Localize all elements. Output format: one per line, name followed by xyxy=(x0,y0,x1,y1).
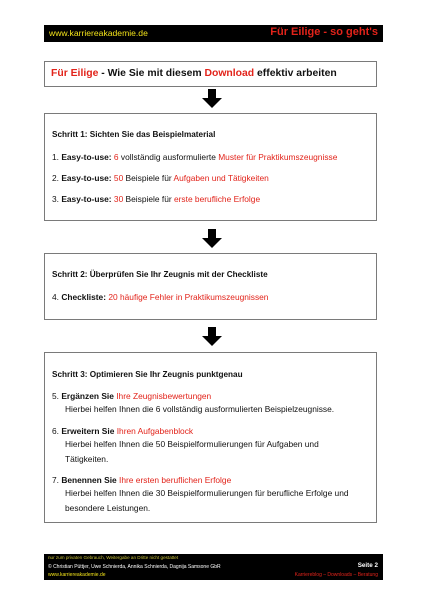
list-item-description: Hierbei helfen Ihnen die 50 Beispielformulierungen für Aufgaben und Tätigkeiten. xyxy=(65,439,319,464)
intro-title-end: effektiv arbeiten xyxy=(254,68,337,79)
intro-title-highlight: Für Eilige xyxy=(51,68,99,79)
page-number: Seite 2 xyxy=(357,562,378,569)
footer-notice: nur zum privaten Gebrauch, Weitergabe an Dritte nicht gestattet xyxy=(48,555,179,560)
arrow-down-icon xyxy=(201,229,223,249)
step2-box xyxy=(44,253,377,320)
list-item: 3. Easy-to-use: 30 Beispiele für erste berufliche Erfolge xyxy=(52,194,261,204)
arrow-down-icon xyxy=(201,89,223,109)
intro-box xyxy=(44,61,377,87)
header-bar xyxy=(44,25,383,42)
step1-box xyxy=(44,113,377,221)
intro-title xyxy=(51,68,337,79)
list-item: 1. Easy-to-use: 6 vollständig ausformulierte Muster für Praktikumszeugnisse xyxy=(52,152,338,162)
list-item: 2. Easy-to-use: 50 Beispiele für Aufgaben und Tätigkeiten xyxy=(52,173,269,183)
footer-section-link[interactable]: Karriereblog – Downloads – Beratung xyxy=(294,572,378,578)
footer-copyright: © Christian Püttjer, Uwe Schnierda, Annika Schnierda, Dagnija Samsone GbR xyxy=(48,564,221,570)
step2-title: Schritt 2: Überprüfen Sie Ihr Zeugnis mit der Checkliste xyxy=(52,270,268,279)
list-item-description: Hierbei helfen Ihnen die 30 Beispielformulierungen für berufliche Erfolge und besondere Leistungen. xyxy=(65,488,349,513)
list-item: 4. Checkliste: 20 häufige Fehler in Praktikumszeugnissen xyxy=(52,292,269,302)
intro-title-download: Download xyxy=(204,68,255,79)
list-item: 6. Erweitern Sie Ihren Aufgabenblock xyxy=(52,426,194,436)
step3-title: Schritt 3: Optimieren Sie Ihr Zeugnis punktgenau xyxy=(52,370,243,379)
footer-site-link[interactable]: www.karriereakademie.de xyxy=(48,572,106,578)
list-item-description: Hierbei helfen Ihnen die 6 vollständig ausformulierten Beispielzeugnisse. xyxy=(65,404,335,414)
list-item: 7. Benennen Sie Ihre ersten beruflichen Erfolge xyxy=(52,475,232,485)
intro-title-text: - Wie Sie mit diesem xyxy=(98,68,205,79)
list-item: 5. Ergänzen Sie Ihre Zeugnisbewertungen xyxy=(52,391,212,401)
header-site-link[interactable]: www.karriereakademie.de xyxy=(49,28,148,38)
step1-title: Schritt 1: Sichten Sie das Beispielmaterial xyxy=(52,130,216,139)
footer-bar xyxy=(44,554,383,580)
header-slogan: Für Eilige - so geht's xyxy=(270,26,378,38)
step3-box xyxy=(44,352,377,523)
arrow-down-icon xyxy=(201,327,223,347)
